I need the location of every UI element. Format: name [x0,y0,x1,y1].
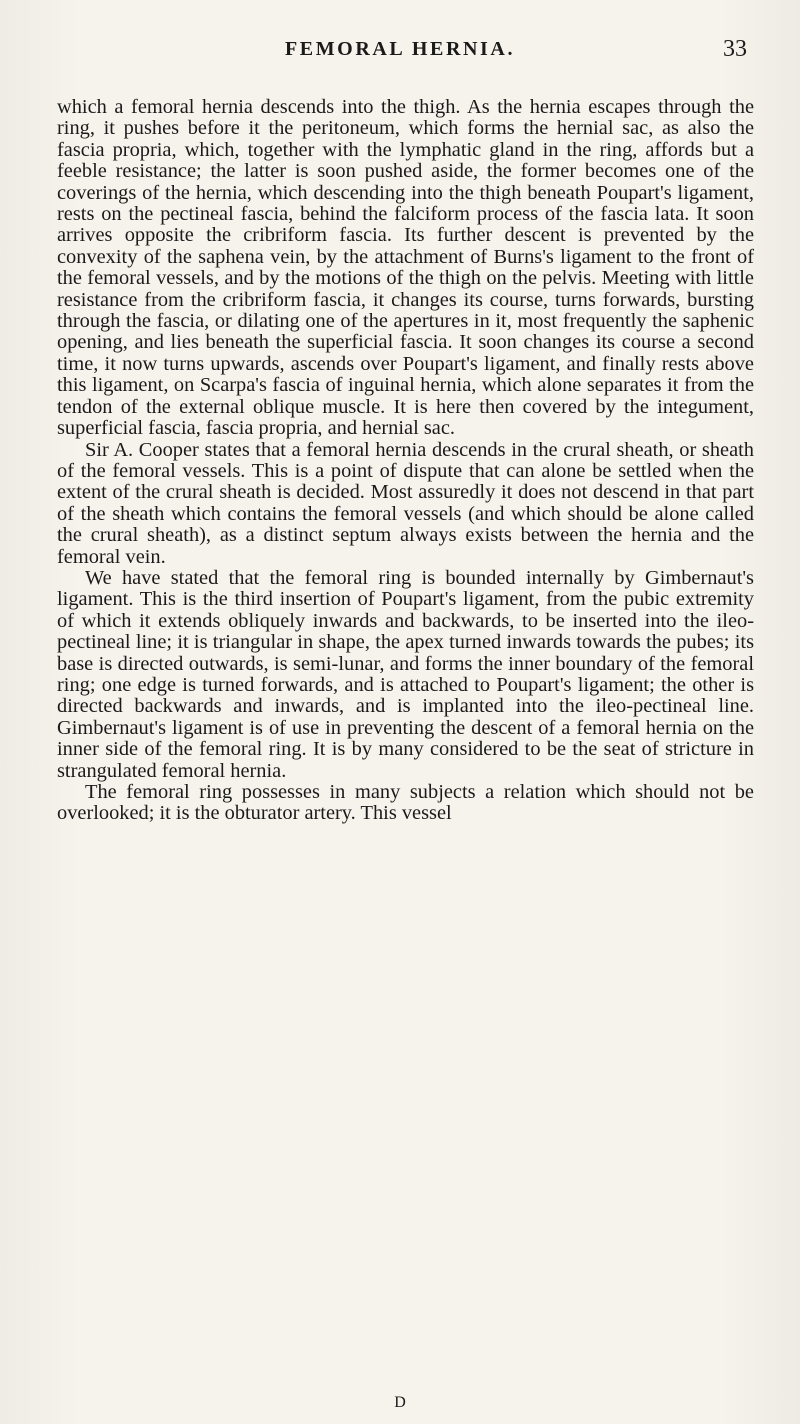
paragraph: which a femoral hernia descends into the thigh. As the hernia escapes through the ring, it pushes before it the peritoneum, which forms the hernial sac, as also the fascia propria, which, together with the lymphatic gland in the ring, affords but a feeble resistance; the latter is soon pushed aside, the former becomes one of the coverings of the hernia, which descending into the thigh beneath Poupart's ligament, rests on the pectineal fascia, behind the falciform process of the fascia lata. It soon arrives opposite the cribriform fascia. Its further descent is prevented by the convexity of the saphena vein, by the attachment of Burns's ligament to the front of the femoral vessels, and by the motions of the thigh on the pelvis. Meeting with little resistance from the cribriform fascia, it changes its course, turns forwards, bursting through the fascia, or dilating one of the apertures in it, most frequently the saphenic opening, and lies beneath the superficial fascia. It soon changes its course a second time, it now turns upwards, ascends over Poupart's ligament, and finally rests above this ligament, on Scarpa's fascia of inguinal hernia, which alone separates it from the tendon of the external oblique muscle. It is here then covered by the integument, superficial fascia, fascia propria, and hernial sac. [57,96,754,440]
body-text [57,97,754,825]
page-number: 33 [723,36,747,62]
printer-signature: D [394,1394,406,1411]
paragraph: Sir A. Cooper states that a femoral hernia descends in the crural sheath, or sheath of the femoral vessels. This is a point of dispute that can alone be settled when the extent of the crural sheath is decided. Most assuredly it does not descend in that part of the sheath which contains the femoral vessels (and which should be alone called the crural sheath), as a distinct septum always exists between the hernia and the femoral vein. [57,438,754,568]
paragraph: We have stated that the femoral ring is bounded internally by Gimbernaut's ligament. This is the third insertion of Poupart's ligament, from the pubic extremity of which it extends obliquely inwards and backwards, to be inserted into the ileo-pectineal line; it is triangular in shape, the apex turned inwards towards the pubes; its base is directed outwards, is semi-lunar, and forms the inner boundary of the femoral ring; one edge is turned forwards, and is attached to Poupart's ligament; the other is directed backwards and inwards, and is implanted into the ileo-pectineal line. Gimbernaut's ligament is of use in preventing the descent of a femoral hernia on the inner side of the femoral ring. It is by many considered to be the seat of stricture in strangulated femoral hernia. [57,566,754,782]
page-header [0,38,800,78]
paragraph: The femoral ring possesses in many subjects a relation which should not be overlooked; it is the obturator artery. This vessel [57,781,754,825]
running-head: FEMORAL HERNIA. [284,38,516,60]
